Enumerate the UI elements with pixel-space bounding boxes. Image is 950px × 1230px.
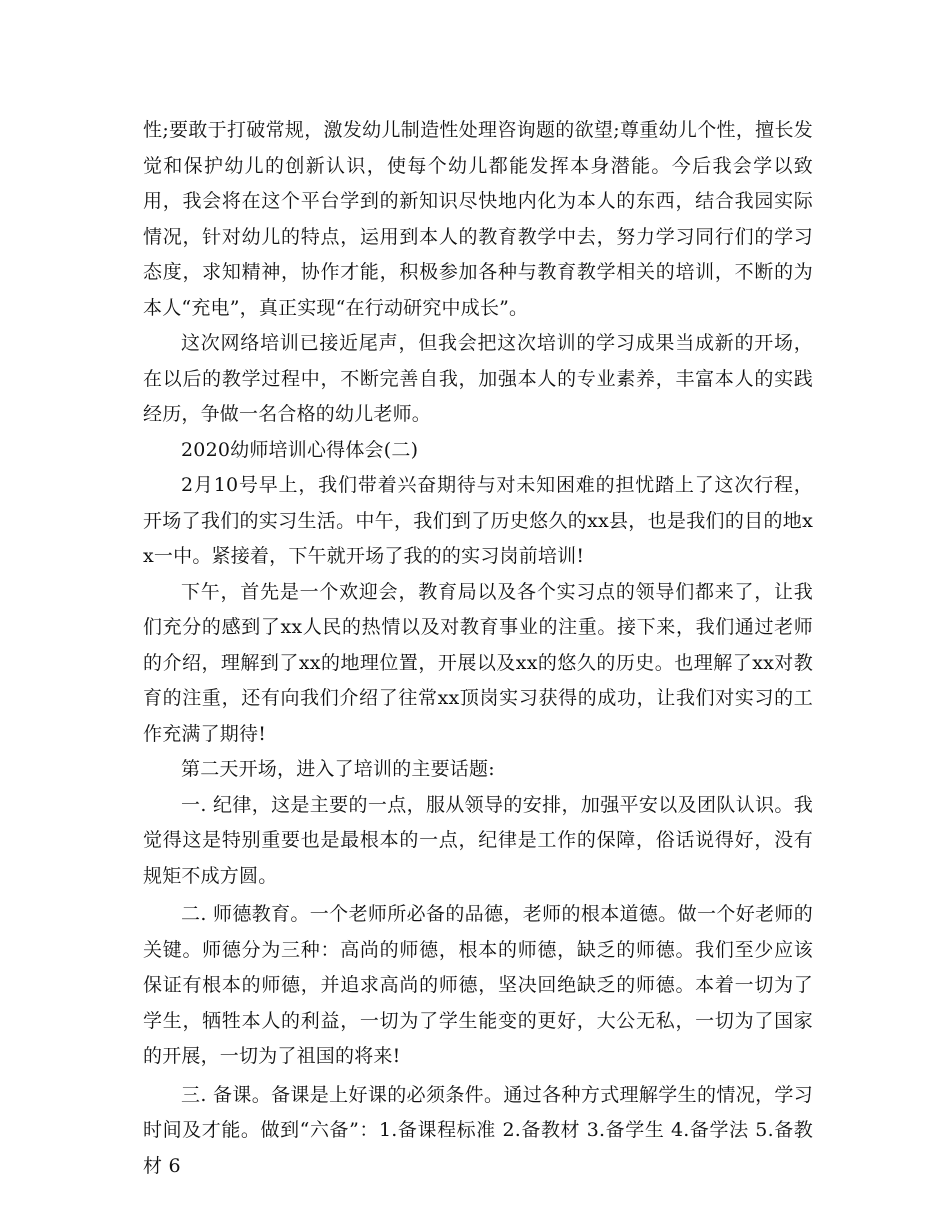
paragraph-ethics: 二. 师德教育。一个老师所必备的品德，老师的根本道德。做一个好老师的关键。师德分为三种：高尚的师德，根本的师德，缺乏的师德。我们至少应该保证有根本的师德，并追求高尚的师德，坚决回绝缺乏的师德。本着一切为了学生，牺牲本人的利益，一切为了学生能变的更好，大公无私，一切为了国家的开展，一切为了祖国的将来! — [143, 903, 813, 1067]
paragraph-lesson-prep: 三. 备课。备课是上好课的必须条件。通过各种方式理解学生的情况，学习时间及才能。做到“六备”：1.备课程标准 2.备教材 3.备学生 4.备学法 5.备教材 6 — [143, 1083, 813, 1177]
paragraph-arrival: 2月10号早上，我们带着兴奋期待与对未知困难的担忧踏上了这次行程，开场了我们的实习生活。中午，我们到了历史悠久的xx县，也是我们的目的地xx一中。紧接着，下午就开场了我的的实习岗前培训! — [143, 474, 813, 567]
document-body — [143, 113, 813, 1184]
paragraph-topics-intro: 第二天开场，进入了培训的主要话题: — [181, 758, 495, 780]
paragraph-continuation: 性;要敢于打破常规，激发幼儿制造性处理咨询题的欲望;尊重幼儿个性，擅长发觉和保护幼儿的创新认识，使每个幼儿都能发挥本身潜能。今后我会学以致用，我会将在这个平台学到的新知识尽快地内化为本人的东西，结合我园实际情况，针对幼儿的特点，运用到本人的教育教学中去，努力学习同行们的学习态度，求知精神，协作才能，积极参加各种与教育教学相关的培训，不断的为本人“充电”，真正实现“在行动研究中成长”。 — [143, 119, 813, 319]
section-heading: 2020幼师培训心得体会(二) — [181, 438, 419, 461]
paragraph-welcome: 下午，首先是一个欢迎会，教育局以及各个实习点的领导们都来了，让我们充分的感到了xx人民的热情以及对教育事业的注重。接下来，我们通过老师的介绍，理解到了xx的地理位置，开展以及xx的悠久的历史。也理解了xx对教育的注重，还有向我们介绍了往常xx顶岗实习获得的成功，让我们对实习的工作充满了期待! — [143, 580, 813, 745]
paragraph-conclusion: 这次网络培训已接近尾声，但我会把这次培训的学习成果当成新的开场，在以后的教学过程中，不断完善自我，加强本人的专业素养，丰富本人的实践经历，争做一名合格的幼儿老师。 — [143, 332, 813, 425]
paragraph-discipline: 一. 纪律，这是主要的一点，服从领导的安排，加强平安以及团队认识。我觉得这是特别重要也是最根本的一点，纪律是工作的保障，俗话说得好，没有规矩不成方圆。 — [143, 793, 813, 887]
